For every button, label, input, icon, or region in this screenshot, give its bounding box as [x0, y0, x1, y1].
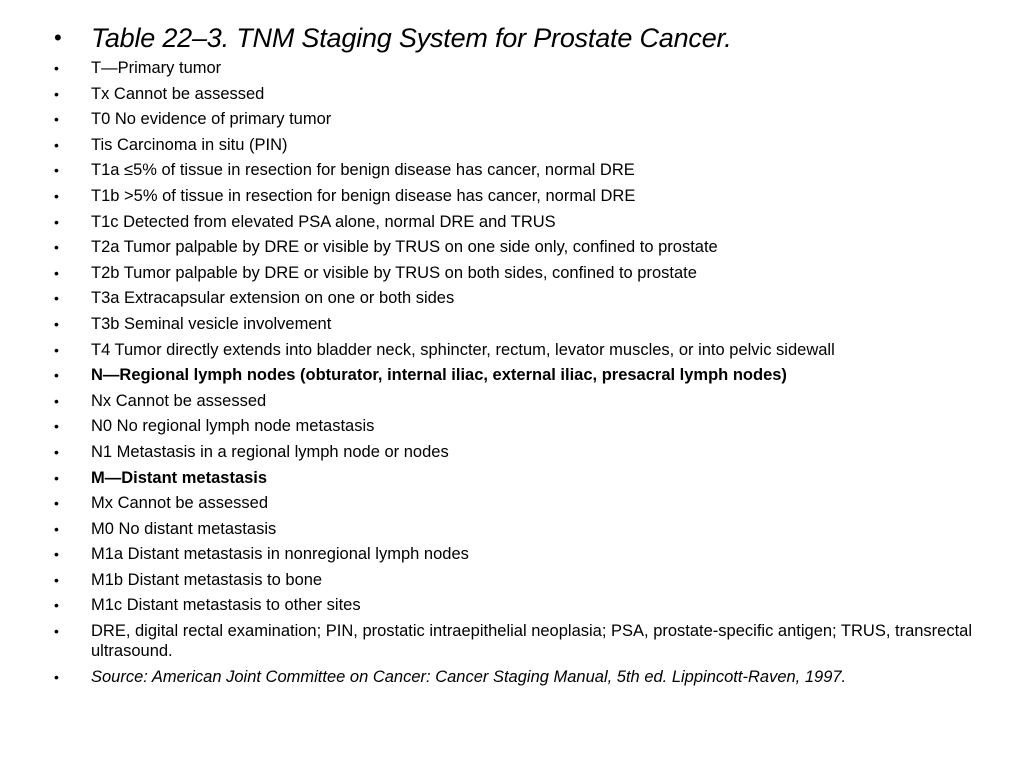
list-item-text: Mx Cannot be assessed	[91, 494, 269, 513]
list-item	[54, 338, 1014, 364]
bullet-icon: •	[54, 136, 59, 153]
list-item	[54, 568, 1014, 594]
list-item	[54, 491, 1014, 517]
slide-title: Table 22–3. TNM Staging System for Prostate Cancer.	[91, 22, 732, 53]
list-item	[54, 619, 1014, 665]
list-item	[54, 542, 1014, 568]
bullet-icon: •	[54, 213, 59, 230]
source-citation: Source: American Joint Committee on Cancer: Cancer Staging Manual, 5th ed. Lippincott-Raven, 1997.	[91, 668, 847, 687]
bullet-icon: •	[54, 341, 59, 358]
bullet-icon: •	[54, 60, 59, 76]
list-item	[54, 133, 1014, 159]
bullet-icon: •	[54, 187, 59, 204]
bullet-icon: •	[54, 367, 59, 384]
bullet-icon: •	[54, 520, 59, 537]
bullet-icon: •	[54, 495, 59, 512]
bullet-icon: •	[54, 418, 59, 435]
list-item-text: T2b Tumor palpable by DRE or visible by TRUS on both sides, confined to prostate	[91, 263, 697, 282]
list-item-text: M0 No distant metastasis	[91, 519, 277, 538]
list-item	[54, 210, 1014, 236]
bullet-icon: •	[54, 85, 59, 102]
list-item-text: T1b >5% of tissue in resection for benign disease has cancer, normal DRE	[91, 186, 636, 205]
list-item	[54, 82, 1014, 108]
list-item-text: Tis Carcinoma in situ (PIN)	[91, 135, 288, 154]
bullet-icon: •	[54, 623, 59, 640]
list-item-text: DRE, digital rectal examination; PIN, prostatic intraepithelial neoplasia; PSA, prostate-specific antigen; TRUS, transrectal ultrasound.	[91, 622, 973, 661]
list-item-text: T1a ≤5% of tissue in resection for benign disease has cancer, normal DRE	[91, 161, 635, 180]
staging-list	[54, 56, 1014, 691]
list-item	[54, 286, 1014, 312]
list-item-text: N0 No regional lymph node metastasis	[91, 417, 375, 436]
bullet-icon: •	[54, 546, 59, 563]
bullet-icon: •	[54, 443, 59, 460]
list-item-text: T3b Seminal vesicle involvement	[91, 314, 332, 333]
bullet-icon: •	[54, 111, 59, 128]
list-item	[54, 261, 1014, 287]
list-item-source	[54, 665, 1014, 691]
list-item	[54, 440, 1014, 466]
list-item-text: T4 Tumor directly extends into bladder neck, sphincter, rectum, levator muscles, or into pelvic sidewall	[91, 340, 835, 359]
list-item-text: Tx Cannot be assessed	[91, 84, 265, 103]
list-item-text: T3a Extracapsular extension on one or both sides	[91, 289, 455, 308]
list-item	[54, 158, 1014, 184]
list-item-text: T1c Detected from elevated PSA alone, normal DRE and TRUS	[91, 212, 556, 231]
list-item-text: Nx Cannot be assessed	[91, 391, 267, 410]
list-item	[54, 363, 1014, 389]
bullet-icon: •	[54, 669, 59, 686]
bullet-icon: •	[54, 162, 59, 179]
bullet-icon: •	[54, 290, 59, 307]
list-item	[54, 312, 1014, 338]
list-item-text: M1b Distant metastasis to bone	[91, 570, 323, 589]
list-item	[54, 389, 1014, 415]
list-item	[54, 593, 1014, 619]
list-item	[54, 56, 1014, 82]
bullet-icon: •	[54, 315, 59, 332]
list-item-text: N1 Metastasis in a regional lymph node or nodes	[91, 442, 449, 461]
bullet-icon: •	[54, 571, 59, 588]
bullet-icon: •	[54, 25, 62, 50]
list-item-text: M—Distant metastasis	[91, 468, 268, 487]
bullet-icon: •	[54, 239, 59, 256]
list-item-text: T—Primary tumor	[91, 59, 222, 77]
list-item	[54, 517, 1014, 543]
list-item	[54, 466, 1014, 492]
bullet-icon: •	[54, 597, 59, 614]
list-item-text: T0 No evidence of primary tumor	[91, 110, 332, 129]
bullet-icon: •	[54, 392, 59, 409]
slide-title-row	[54, 20, 1014, 56]
bullet-icon: •	[54, 469, 59, 486]
list-item-text: T2a Tumor palpable by DRE or visible by TRUS on one side only, confined to prostate	[91, 238, 718, 257]
list-item-text: N—Regional lymph nodes (obturator, internal iliac, external iliac, presacral lymph nodes)	[91, 366, 787, 385]
bullet-icon: •	[54, 264, 59, 281]
list-item-text: M1a Distant metastasis in nonregional lymph nodes	[91, 545, 469, 564]
list-item	[54, 107, 1014, 133]
list-item	[54, 414, 1014, 440]
list-item	[54, 235, 1014, 261]
list-item-text: M1c Distant metastasis to other sites	[91, 596, 361, 615]
list-item	[54, 184, 1014, 210]
